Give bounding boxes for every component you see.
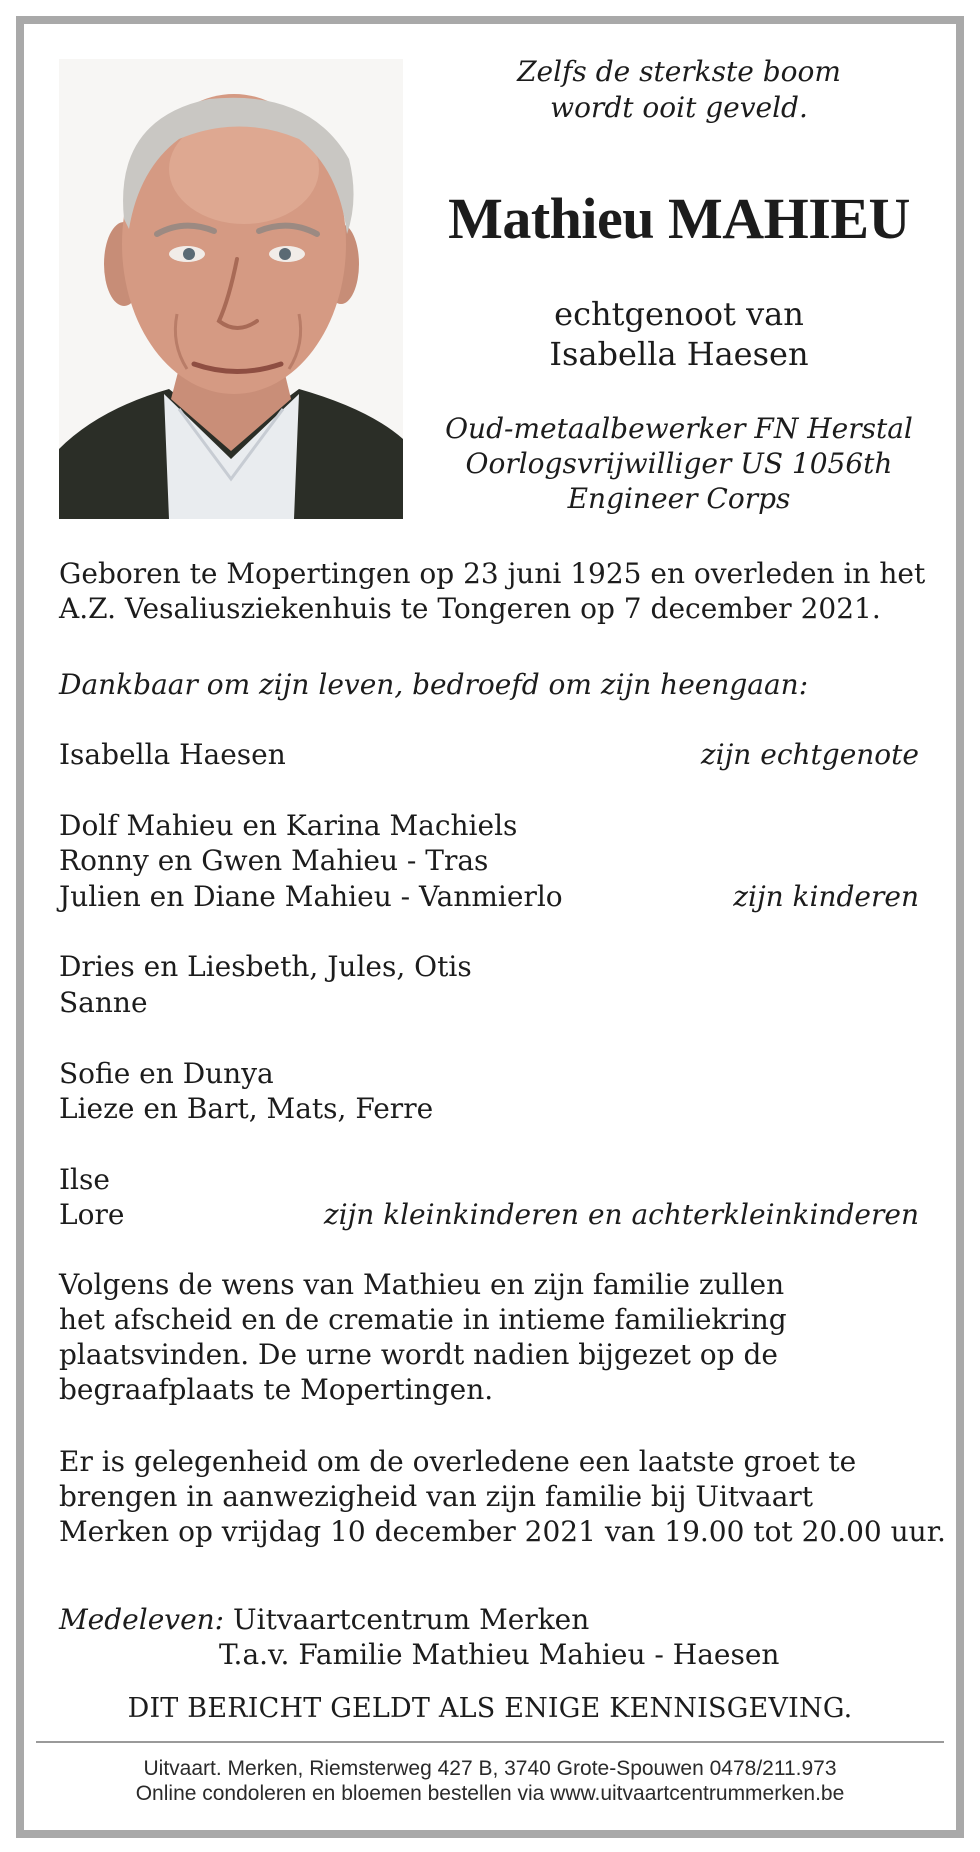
family-member: Lieze en Bart, Mats, Ferre bbox=[59, 1092, 434, 1126]
condolence-label: Medeleven: bbox=[59, 1603, 225, 1636]
birth-death-text bbox=[59, 556, 929, 626]
condolence-recipient: Uitvaartcentrum Merken bbox=[233, 1603, 590, 1636]
occupation-line-3: Engineer Corps bbox=[567, 482, 791, 515]
condolence-attention: T.a.v. Familie Mathieu Mahieu - Haesen bbox=[219, 1638, 780, 1671]
family-member: Dries en Liesbeth, Jules, Otis bbox=[59, 950, 472, 984]
wish-line: plaatsvinden. De urne wordt nadien bijgezet op de bbox=[59, 1338, 778, 1371]
wish-line: het afscheid en de crematie in intieme familiekring bbox=[59, 1303, 787, 1336]
occupation-block bbox=[424, 411, 934, 516]
quote-line-2: wordt ooit geveld. bbox=[550, 91, 808, 124]
quote bbox=[424, 54, 934, 126]
notice-text: DIT BERICHT GELDT ALS ENIGE KENNISGEVING. bbox=[127, 1693, 853, 1724]
family-list bbox=[59, 737, 919, 1268]
spouse-block bbox=[424, 294, 934, 374]
family-member: Dolf Mahieu en Karina Machiels bbox=[59, 808, 518, 842]
spouse-intro: echtgenoot van bbox=[554, 295, 804, 333]
family-member: Sanne bbox=[59, 985, 148, 1019]
family-group-grandchildren-2 bbox=[59, 1056, 919, 1127]
occupation-line-1: Oud-metaalbewerker FN Herstal bbox=[445, 412, 913, 445]
portrait-photo bbox=[59, 59, 403, 519]
family-member: Isabella Haesen bbox=[59, 738, 286, 771]
quote-line-1: Zelfs de sterkste boom bbox=[517, 55, 841, 88]
family-member: Sofie en Dunya bbox=[59, 1056, 274, 1090]
family-member: Lore bbox=[59, 1198, 125, 1232]
family-member: Ilse bbox=[59, 1162, 110, 1196]
family-relation: zijn kinderen bbox=[733, 879, 919, 913]
family-relation: zijn echtgenote bbox=[700, 738, 919, 771]
wish-paragraph bbox=[59, 1267, 929, 1407]
condolence-line-1 bbox=[59, 1602, 929, 1637]
thanks-text: Dankbaar om zijn leven, bedroefd om zijn heengaan: bbox=[59, 668, 809, 701]
visitation-line: brengen in aanwezigheid van zijn familie bij Uitvaart bbox=[59, 1480, 814, 1513]
visitation-paragraph bbox=[59, 1444, 946, 1549]
wish-line: Volgens de wens van Mathieu en zijn familie zullen bbox=[59, 1268, 785, 1301]
thanks-line bbox=[59, 667, 929, 702]
birth-death-line-1: Geboren te Mopertingen op 23 juni 1925 en overleden in het bbox=[59, 557, 926, 590]
divider bbox=[36, 1741, 944, 1743]
family-group-children bbox=[59, 808, 919, 914]
family-member: Julien en Diane Mahieu - Vanmierlo bbox=[59, 879, 563, 913]
death-notice-card bbox=[16, 16, 964, 1838]
family-group-spouse bbox=[59, 737, 919, 772]
visitation-line: Merken op vrijdag 10 december 2021 van 19.00 tot 20.00 uur. bbox=[59, 1515, 946, 1548]
family-group-grandchildren-1 bbox=[59, 949, 919, 1020]
birth-death-line-2: A.Z. Vesaliusziekenhuis te Tongeren op 7 december 2021. bbox=[59, 592, 881, 625]
deceased-name: Mathieu MAHIEU bbox=[448, 186, 910, 251]
family-relation: zijn kleinkinderen en achterkleinkinderen bbox=[323, 1198, 919, 1232]
wish-line: begraafplaats te Mopertingen. bbox=[59, 1373, 494, 1406]
family-group-grandchildren-3 bbox=[59, 1162, 919, 1233]
family-member: Ronny en Gwen Mahieu - Tras bbox=[59, 844, 489, 878]
footer-address: Uitvaart. Merken, Riemsterweg 427 B, 3740 Grote-Spouwen 0478/211.973 bbox=[143, 1757, 837, 1780]
footer bbox=[24, 1756, 956, 1806]
footer-online: Online condoleren en bloemen bestellen via www.uitvaartcentrummerken.be bbox=[135, 1782, 845, 1805]
occupation-line-2: Oorlogsvrijwilliger US 1056th bbox=[465, 447, 893, 480]
visitation-line: Er is gelegenheid om de overledene een laatste groet te bbox=[59, 1445, 857, 1478]
condolence-block bbox=[59, 1602, 929, 1672]
spouse-name: Isabella Haesen bbox=[549, 335, 809, 373]
